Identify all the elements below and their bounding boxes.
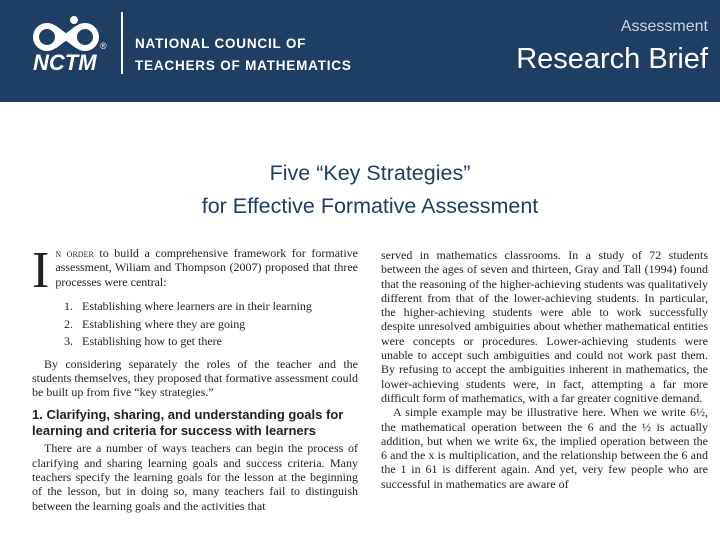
section-heading: 1. Clarifying, sharing, and understanding goals for learning and criteria for success with learners (32, 407, 344, 439)
org-name-line2: TEACHERS OF MATHEMATICS (135, 58, 352, 73)
header-divider (121, 12, 123, 74)
intro-text: to build a comprehensive framework for formative assessment, Wiliam and Thompson (2007) proposed that three processes were central: (55, 246, 359, 289)
series-label: Assessment (620, 18, 708, 35)
page-title-line1: Five “Key Strategies” (269, 161, 471, 185)
header-banner (0, 0, 720, 102)
strategies-paragraph: By considering separately the roles of the teacher and the students themselves, they proposed that formative assessment could be built up from five “key strategies.” (32, 356, 358, 400)
left-column (32, 242, 359, 513)
intro-paragraph (32, 242, 359, 299)
process-list (32, 298, 358, 351)
list-item: 3. Establishing how to get there (64, 334, 222, 348)
example-paragraph: A simple example may be illustrative here. When we write 6½, the mathematical operation between the 6 and the ½ is actually addition, but when we write 6x, the implied operation between the 6 and the x is multiplication, and the relationship between the 6 and the 1 in 61 is different again. And yet, very few people who are successful in mathematics are aware of (381, 405, 708, 491)
list-item: 2. Establishing where they are going (64, 316, 246, 331)
org-name-line1: NATIONAL COUNCIL OF (135, 36, 307, 51)
study-paragraph: served in mathematics classrooms. In a study of 72 students between the ages of seven and thirteen, Gray and Tall (1994) found that the reasoning of the higher-achieving students was qualitatively different from that of the lower-achieving students. In particular, the higher-achieving students were able to work successfully despite unresolved ambiguities about whether mathematical entities were concepts or procedures. Lower-achieving students were unable to accept such ambiguities and could not work past them. By refusing to accept the ambiguities inherent in mathematics, the lower-achieving students were, in fact, attempting a far more difficult form of mathematics, with a far greater cognitive demand. (381, 248, 708, 405)
logo-text: NCTM (33, 50, 97, 75)
drop-cap: I (32, 242, 50, 299)
page-title-line2: for Effective Formative Assessment (201, 194, 539, 218)
document-type: Research Brief (516, 43, 708, 75)
goals-paragraph: There are a number of ways teachers can begin the process of clarifying and sharing learning goals and success criteria. Many teachers specify the learning goals for the lesson at the beginning of the lesson, but in doing so, many teachers fail to distinguish between the learning goals and the activities that (32, 441, 358, 513)
right-column (381, 248, 708, 491)
intro-lead-in: n order (55, 246, 94, 260)
list-item: 1. Establishing where learners are in their learning (64, 299, 312, 313)
registered-mark: ® (100, 41, 107, 51)
